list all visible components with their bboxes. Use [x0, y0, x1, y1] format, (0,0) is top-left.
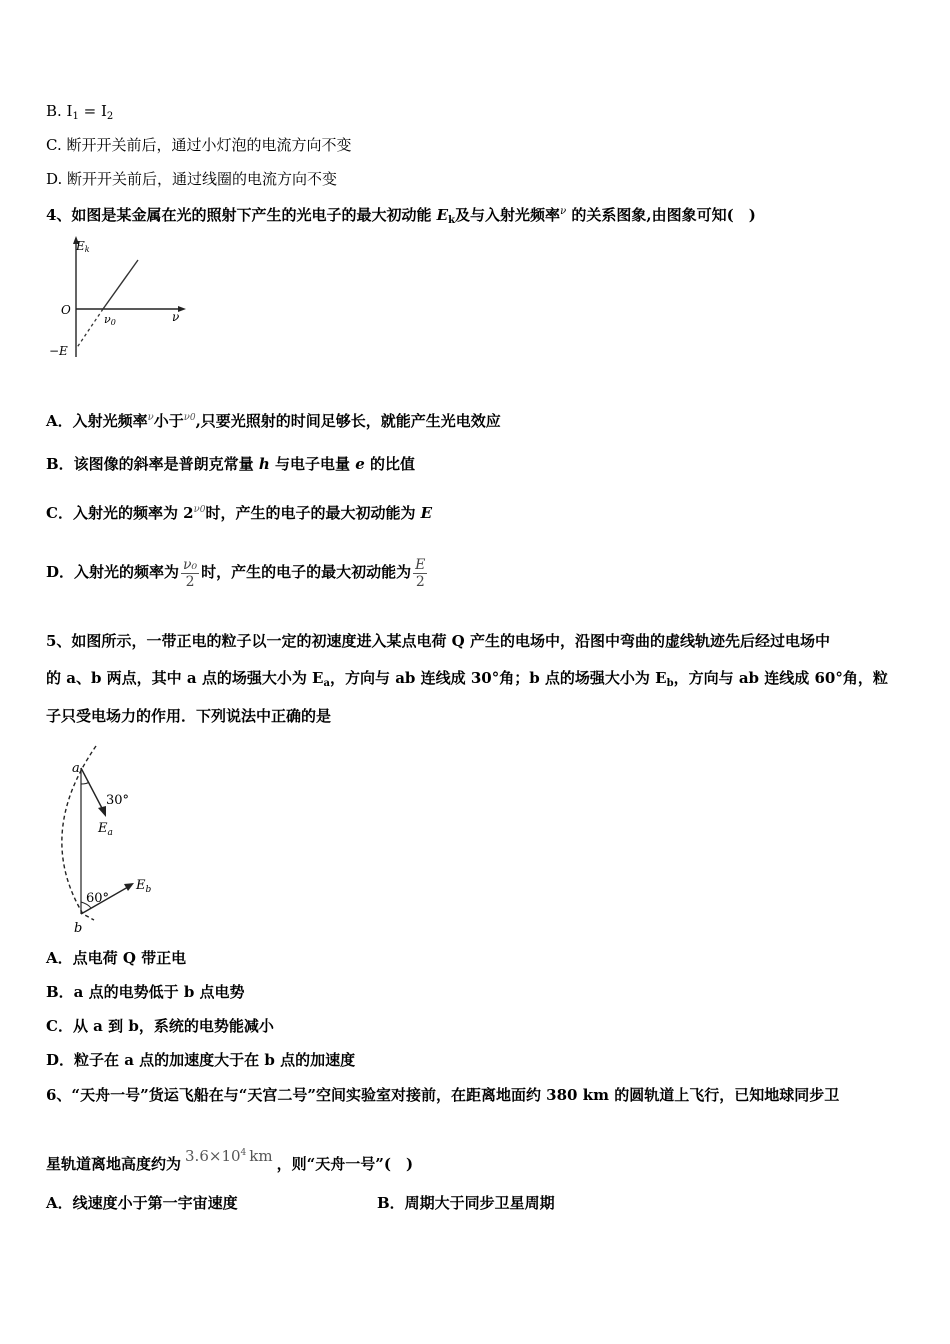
q3-option-d: D. 断开开关前后，通过线圈的电流方向不变 [46, 170, 338, 188]
ylabel: Ek [76, 239, 90, 254]
eb-arrowhead [124, 883, 134, 891]
ea-arrowhead [98, 806, 106, 817]
q5-option-a: A．点电荷 Q 带正电 [46, 949, 187, 967]
q5-option-b: B．a 点的电势低于 b 点电势 [46, 983, 245, 1001]
ea-arrow [81, 768, 104, 812]
ek-line [103, 260, 138, 309]
angle-60-label: 60° [86, 891, 110, 906]
xlabel: ν [172, 310, 180, 324]
intercept-label: −E [49, 344, 68, 358]
q3-option-c: C. 断开开关前后，通过小灯泡的电流方向不变 [46, 136, 352, 154]
q4-option-d: D．入射光的频率为 $\frac{\text{ν₀}}{2}$ 时，产生的电子的最大初动能为 $\frac{E}{2}$ [46, 556, 426, 590]
eb-label: $E_b$ [136, 878, 152, 895]
q5-option-c: C．从 a 到 b，系统的电势能减小 [46, 1017, 274, 1035]
q4-ek-graph [46, 232, 196, 367]
origin-label: O [61, 303, 71, 317]
q6-option-b: B．周期大于同步卫星周期 [377, 1194, 555, 1212]
q5-field-figure [60, 744, 180, 936]
q6-option-a: A．线速度小于第一宇宙速度 [46, 1194, 238, 1212]
q3-option-b: B. $I_1 = I_2$ [46, 102, 114, 122]
point-b-label: b [74, 921, 83, 936]
angle-arc-a [81, 782, 89, 784]
q4-option-c: C．入射光的频率为 $2^{\nu 0}$时，产生的电子的最大初动能为 E [46, 504, 433, 522]
q5-stem-line3: 子只受电场力的作用．下列说法中正确的是 [46, 707, 332, 725]
ea-label: $E_a$ [98, 821, 113, 838]
q4-option-a: A．入射光频率$^\nu$小于$^{\nu 0}$,只要光照射的时间足够长，就能产生光电效应 [46, 412, 501, 430]
point-a-label: a [72, 761, 80, 776]
q5-option-d: D．粒子在 a 点的加速度大于在 b 点的加速度 [46, 1051, 356, 1069]
q6-stem-line2: 星轨道离地高度约为 $3.6\times 10^4$ km ，则“天舟一号”( ) [46, 1147, 414, 1173]
q5-stem-line2: 的 a、b 两点，其中 a 点的场强大小为 $E_a$，方向与 ab 连线成 30°角；b 点的场强大小为 $E_b$，方向与 ab 连线成 60°角，粒 [46, 669, 888, 689]
q4-stem: 4、如图是某金属在光的照射下产生的光电子的最大初动能 $E_k$及与入射光频率$^\nu$ 的关系图象,由图象可知( ) [46, 206, 756, 226]
orbit-height-value: $3.6\times 10^4$ km [185, 1147, 273, 1165]
q6-stem-line1: 6、“天舟一号”货运飞船在与“天宫二号”空间实验室对接前，在距离地面约 380 km 的圆轨道上飞行，已知地球同步卫 [46, 1086, 840, 1104]
q5-stem-line1: 5、如图所示，一带正电的粒子以一定的初速度进入某点电荷 Q 产生的电场中，沿图中弯曲的虚线轨迹先后经过电场中 [46, 632, 830, 650]
fraction-nu0-over-2: $\frac{\text{ν₀}}{2}$ [183, 556, 198, 590]
nu0-label: ν0 [104, 313, 116, 327]
angle-30-label: 30° [106, 793, 130, 808]
q4-option-b: B．该图像的斜率是普朗克常量 h 与电子电量 e 的比值 [46, 455, 416, 473]
ek-extrapolation [76, 309, 103, 349]
fraction-e-over-2: $\frac{E}{2}$ [415, 556, 426, 590]
